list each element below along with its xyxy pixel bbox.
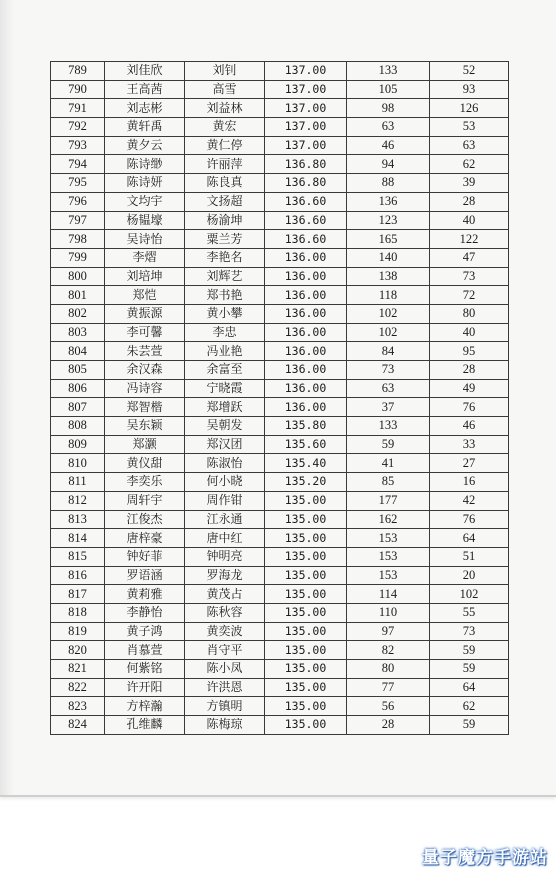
cell-value-b: 27 xyxy=(430,454,509,473)
cell-score: 136.80 xyxy=(265,155,347,174)
cell-student-name: 孔维麟 xyxy=(105,716,185,735)
cell-guardian-name: 唐中红 xyxy=(185,529,265,548)
cell-student-name: 黄子鸿 xyxy=(105,622,185,641)
cell-value-a: 46 xyxy=(347,136,430,155)
cell-value-b: 42 xyxy=(430,491,509,510)
cell-guardian-name: 陈小凤 xyxy=(185,660,265,679)
cell-value-a: 28 xyxy=(347,716,430,735)
cell-student-name: 李静怡 xyxy=(105,603,185,622)
cell-value-b: 76 xyxy=(430,398,509,417)
cell-row-number: 807 xyxy=(51,398,105,417)
table-row xyxy=(51,174,509,193)
cell-value-b: 51 xyxy=(430,547,509,566)
cell-score: 135.00 xyxy=(265,641,347,660)
cell-value-a: 73 xyxy=(347,361,430,380)
cell-value-b: 62 xyxy=(430,155,509,174)
cell-student-name: 郑灏 xyxy=(105,435,185,454)
table-row xyxy=(51,248,509,267)
cell-value-a: 133 xyxy=(347,417,430,436)
cell-guardian-name: 刘益林 xyxy=(185,99,265,118)
cell-row-number: 814 xyxy=(51,529,105,548)
cell-value-a: 56 xyxy=(347,697,430,716)
cell-value-a: 153 xyxy=(347,529,430,548)
cell-value-b: 62 xyxy=(430,697,509,716)
cell-row-number: 819 xyxy=(51,622,105,641)
cell-student-name: 王高茜 xyxy=(105,80,185,99)
cell-value-b: 20 xyxy=(430,566,509,585)
cell-value-a: 77 xyxy=(347,678,430,697)
cell-value-b: 55 xyxy=(430,603,509,622)
cell-value-b: 33 xyxy=(430,435,509,454)
cell-row-number: 813 xyxy=(51,510,105,529)
cell-score: 135.00 xyxy=(265,491,347,510)
cell-value-b: 95 xyxy=(430,342,509,361)
cell-student-name: 钟好菲 xyxy=(105,547,185,566)
cell-guardian-name: 杨渝坤 xyxy=(185,211,265,230)
table-row xyxy=(51,323,509,342)
cell-row-number: 823 xyxy=(51,697,105,716)
cell-student-name: 刘志彬 xyxy=(105,99,185,118)
cell-score: 136.00 xyxy=(265,398,347,417)
cell-guardian-name: 郑书艳 xyxy=(185,286,265,305)
cell-value-a: 133 xyxy=(347,62,430,81)
cell-guardian-name: 周作钳 xyxy=(185,491,265,510)
cell-value-a: 102 xyxy=(347,323,430,342)
cell-row-number: 809 xyxy=(51,435,105,454)
cell-row-number: 790 xyxy=(51,80,105,99)
cell-score: 136.60 xyxy=(265,211,347,230)
cell-student-name: 肖慕萱 xyxy=(105,641,185,660)
table-row xyxy=(51,286,509,305)
cell-guardian-name: 陈良真 xyxy=(185,174,265,193)
cell-guardian-name: 李艳名 xyxy=(185,248,265,267)
cell-score: 136.80 xyxy=(265,174,347,193)
table-row xyxy=(51,510,509,529)
table-row xyxy=(51,529,509,548)
cell-score: 135.00 xyxy=(265,678,347,697)
cell-value-b: 47 xyxy=(430,248,509,267)
cell-guardian-name: 刘辉艺 xyxy=(185,267,265,286)
cell-row-number: 797 xyxy=(51,211,105,230)
cell-student-name: 罗语涵 xyxy=(105,566,185,585)
cell-score: 136.00 xyxy=(265,342,347,361)
cell-value-b: 93 xyxy=(430,80,509,99)
cell-guardian-name: 冯业艳 xyxy=(185,342,265,361)
table-row xyxy=(51,136,509,155)
cell-row-number: 792 xyxy=(51,118,105,137)
cell-value-b: 59 xyxy=(430,660,509,679)
cell-row-number: 794 xyxy=(51,155,105,174)
cell-value-a: 114 xyxy=(347,585,430,604)
cell-score: 136.00 xyxy=(265,286,347,305)
cell-value-a: 136 xyxy=(347,192,430,211)
cell-score: 135.00 xyxy=(265,585,347,604)
cell-value-a: 82 xyxy=(347,641,430,660)
cell-score: 135.00 xyxy=(265,697,347,716)
cell-value-b: 40 xyxy=(430,211,509,230)
cell-value-a: 59 xyxy=(347,435,430,454)
cell-guardian-name: 黄奕波 xyxy=(185,622,265,641)
cell-score: 136.00 xyxy=(265,361,347,380)
cell-row-number: 820 xyxy=(51,641,105,660)
cell-student-name: 吴诗怡 xyxy=(105,230,185,249)
cell-student-name: 陈诗妍 xyxy=(105,174,185,193)
cell-guardian-name: 刘钊 xyxy=(185,62,265,81)
cell-score: 136.00 xyxy=(265,248,347,267)
cell-value-a: 41 xyxy=(347,454,430,473)
table-row xyxy=(51,80,509,99)
table-row xyxy=(51,342,509,361)
cell-value-b: 122 xyxy=(430,230,509,249)
table-row xyxy=(51,547,509,566)
cell-value-b: 64 xyxy=(430,529,509,548)
cell-guardian-name: 黄宏 xyxy=(185,118,265,137)
cell-row-number: 791 xyxy=(51,99,105,118)
cell-row-number: 812 xyxy=(51,491,105,510)
cell-guardian-name: 郑增跃 xyxy=(185,398,265,417)
cell-value-b: 52 xyxy=(430,62,509,81)
cell-student-name: 李可馨 xyxy=(105,323,185,342)
cell-student-name: 唐梓豪 xyxy=(105,529,185,548)
cell-score: 135.00 xyxy=(265,529,347,548)
cell-score: 135.00 xyxy=(265,603,347,622)
cell-value-b: 73 xyxy=(430,267,509,286)
cell-value-a: 138 xyxy=(347,267,430,286)
table-row xyxy=(51,304,509,323)
cell-value-a: 84 xyxy=(347,342,430,361)
cell-value-b: 64 xyxy=(430,678,509,697)
cell-row-number: 802 xyxy=(51,304,105,323)
cell-value-b: 80 xyxy=(430,304,509,323)
cell-student-name: 杨韫壕 xyxy=(105,211,185,230)
table-row xyxy=(51,435,509,454)
cell-value-b: 28 xyxy=(430,192,509,211)
table-row xyxy=(51,417,509,436)
cell-score: 136.00 xyxy=(265,267,347,286)
cell-row-number: 817 xyxy=(51,585,105,604)
cell-row-number: 806 xyxy=(51,379,105,398)
table-row xyxy=(51,641,509,660)
table-row xyxy=(51,118,509,137)
cell-student-name: 江俊杰 xyxy=(105,510,185,529)
cell-guardian-name: 许洪恩 xyxy=(185,678,265,697)
cell-student-name: 余汉森 xyxy=(105,361,185,380)
cell-row-number: 804 xyxy=(51,342,105,361)
cell-score: 137.00 xyxy=(265,136,347,155)
cell-value-b: 49 xyxy=(430,379,509,398)
cell-value-a: 162 xyxy=(347,510,430,529)
cell-value-b: 59 xyxy=(430,716,509,735)
cell-guardian-name: 许丽萍 xyxy=(185,155,265,174)
cell-guardian-name: 余富至 xyxy=(185,361,265,380)
cell-row-number: 815 xyxy=(51,547,105,566)
cell-row-number: 800 xyxy=(51,267,105,286)
cell-value-b: 126 xyxy=(430,99,509,118)
cell-guardian-name: 文扬超 xyxy=(185,192,265,211)
cell-score: 136.00 xyxy=(265,323,347,342)
cell-row-number: 818 xyxy=(51,603,105,622)
cell-student-name: 郑恺 xyxy=(105,286,185,305)
cell-value-b: 102 xyxy=(430,585,509,604)
cell-student-name: 文均宇 xyxy=(105,192,185,211)
cell-value-a: 80 xyxy=(347,660,430,679)
cell-score: 135.00 xyxy=(265,566,347,585)
cell-value-b: 72 xyxy=(430,286,509,305)
cell-value-a: 123 xyxy=(347,211,430,230)
cell-row-number: 822 xyxy=(51,678,105,697)
cell-value-b: 63 xyxy=(430,136,509,155)
cell-value-a: 140 xyxy=(347,248,430,267)
cell-value-a: 37 xyxy=(347,398,430,417)
cell-student-name: 许开阳 xyxy=(105,678,185,697)
cell-value-a: 97 xyxy=(347,622,430,641)
watermark-text: 量子魔方手游站 xyxy=(422,848,548,868)
cell-value-b: 53 xyxy=(430,118,509,137)
table-row xyxy=(51,398,509,417)
roster-table-body xyxy=(51,62,509,735)
cell-value-a: 85 xyxy=(347,473,430,492)
cell-student-name: 周轩宇 xyxy=(105,491,185,510)
cell-student-name: 李奕乐 xyxy=(105,473,185,492)
cell-student-name: 黄夕云 xyxy=(105,136,185,155)
cell-score: 135.20 xyxy=(265,473,347,492)
cell-guardian-name: 江永通 xyxy=(185,510,265,529)
cell-value-a: 153 xyxy=(347,547,430,566)
cell-guardian-name: 肖守平 xyxy=(185,641,265,660)
table-row xyxy=(51,585,509,604)
cell-value-a: 88 xyxy=(347,174,430,193)
cell-value-a: 102 xyxy=(347,304,430,323)
cell-student-name: 冯诗容 xyxy=(105,379,185,398)
cell-score: 137.00 xyxy=(265,118,347,137)
cell-student-name: 何紫铭 xyxy=(105,660,185,679)
cell-student-name: 黄仪甜 xyxy=(105,454,185,473)
cell-student-name: 朱芸萱 xyxy=(105,342,185,361)
cell-row-number: 793 xyxy=(51,136,105,155)
cell-guardian-name: 方镇明 xyxy=(185,697,265,716)
cell-row-number: 795 xyxy=(51,174,105,193)
cell-value-b: 28 xyxy=(430,361,509,380)
cell-row-number: 805 xyxy=(51,361,105,380)
cell-guardian-name: 黄小攀 xyxy=(185,304,265,323)
cell-student-name: 黄振源 xyxy=(105,304,185,323)
cell-guardian-name: 高雪 xyxy=(185,80,265,99)
table-row xyxy=(51,155,509,174)
table-row xyxy=(51,697,509,716)
cell-score: 136.00 xyxy=(265,304,347,323)
cell-guardian-name: 陈梅琼 xyxy=(185,716,265,735)
cell-student-name: 方梓瀚 xyxy=(105,697,185,716)
table-row xyxy=(51,473,509,492)
table-row xyxy=(51,361,509,380)
cell-score: 135.00 xyxy=(265,510,347,529)
cell-row-number: 810 xyxy=(51,454,105,473)
cell-guardian-name: 郑汉团 xyxy=(185,435,265,454)
cell-guardian-name: 罗海龙 xyxy=(185,566,265,585)
table-row xyxy=(51,379,509,398)
cell-score: 135.00 xyxy=(265,622,347,641)
table-row xyxy=(51,454,509,473)
cell-score: 135.40 xyxy=(265,454,347,473)
table-row xyxy=(51,62,509,81)
table-row xyxy=(51,99,509,118)
table-row xyxy=(51,267,509,286)
cell-student-name: 陈诗缈 xyxy=(105,155,185,174)
cell-student-name: 黄轩禹 xyxy=(105,118,185,137)
cell-score: 135.00 xyxy=(265,660,347,679)
table-row xyxy=(51,678,509,697)
cell-value-a: 63 xyxy=(347,118,430,137)
cell-score: 136.60 xyxy=(265,230,347,249)
cell-guardian-name: 陈秋容 xyxy=(185,603,265,622)
table-row xyxy=(51,622,509,641)
cell-value-a: 105 xyxy=(347,80,430,99)
table-row xyxy=(51,211,509,230)
cell-value-a: 94 xyxy=(347,155,430,174)
table-row xyxy=(51,660,509,679)
cell-row-number: 796 xyxy=(51,192,105,211)
cell-value-b: 40 xyxy=(430,323,509,342)
cell-student-name: 李熠 xyxy=(105,248,185,267)
cell-row-number: 811 xyxy=(51,473,105,492)
cell-guardian-name: 黄茂占 xyxy=(185,585,265,604)
cell-value-b: 76 xyxy=(430,510,509,529)
cell-value-b: 16 xyxy=(430,473,509,492)
cell-value-b: 39 xyxy=(430,174,509,193)
cell-row-number: 803 xyxy=(51,323,105,342)
cell-guardian-name: 宁晓霞 xyxy=(185,379,265,398)
cell-row-number: 816 xyxy=(51,566,105,585)
cell-row-number: 789 xyxy=(51,62,105,81)
table-row xyxy=(51,230,509,249)
cell-guardian-name: 粟兰芳 xyxy=(185,230,265,249)
cell-guardian-name: 钟明亮 xyxy=(185,547,265,566)
cell-row-number: 808 xyxy=(51,417,105,436)
roster-table xyxy=(50,61,509,735)
cell-row-number: 821 xyxy=(51,660,105,679)
cell-value-b: 59 xyxy=(430,641,509,660)
cell-score: 137.00 xyxy=(265,80,347,99)
cell-score: 135.80 xyxy=(265,417,347,436)
cell-score: 137.00 xyxy=(265,99,347,118)
cell-score: 136.60 xyxy=(265,192,347,211)
cell-guardian-name: 李忠 xyxy=(185,323,265,342)
cell-row-number: 798 xyxy=(51,230,105,249)
cell-score: 135.00 xyxy=(265,716,347,735)
cell-value-a: 98 xyxy=(347,99,430,118)
cell-score: 136.00 xyxy=(265,379,347,398)
cell-student-name: 黄莉雅 xyxy=(105,585,185,604)
cell-guardian-name: 吴朝发 xyxy=(185,417,265,436)
cell-student-name: 吴东颖 xyxy=(105,417,185,436)
cell-row-number: 824 xyxy=(51,716,105,735)
cell-student-name: 刘佳欣 xyxy=(105,62,185,81)
table-row xyxy=(51,192,509,211)
cell-score: 137.00 xyxy=(265,62,347,81)
cell-guardian-name: 何小晓 xyxy=(185,473,265,492)
cell-guardian-name: 陈淑怡 xyxy=(185,454,265,473)
cell-value-a: 63 xyxy=(347,379,430,398)
cell-guardian-name: 黄仁停 xyxy=(185,136,265,155)
table-row xyxy=(51,603,509,622)
cell-value-b: 73 xyxy=(430,622,509,641)
cell-student-name: 刘培坤 xyxy=(105,267,185,286)
cell-row-number: 799 xyxy=(51,248,105,267)
cell-value-a: 165 xyxy=(347,230,430,249)
cell-row-number: 801 xyxy=(51,286,105,305)
cell-score: 135.00 xyxy=(265,547,347,566)
table-row xyxy=(51,566,509,585)
cell-value-a: 153 xyxy=(347,566,430,585)
cell-value-a: 177 xyxy=(347,491,430,510)
cell-value-a: 110 xyxy=(347,603,430,622)
cell-value-a: 118 xyxy=(347,286,430,305)
table-row xyxy=(51,491,509,510)
cell-student-name: 郑智楷 xyxy=(105,398,185,417)
cell-score: 135.60 xyxy=(265,435,347,454)
cell-value-b: 46 xyxy=(430,417,509,436)
table-row xyxy=(51,716,509,735)
